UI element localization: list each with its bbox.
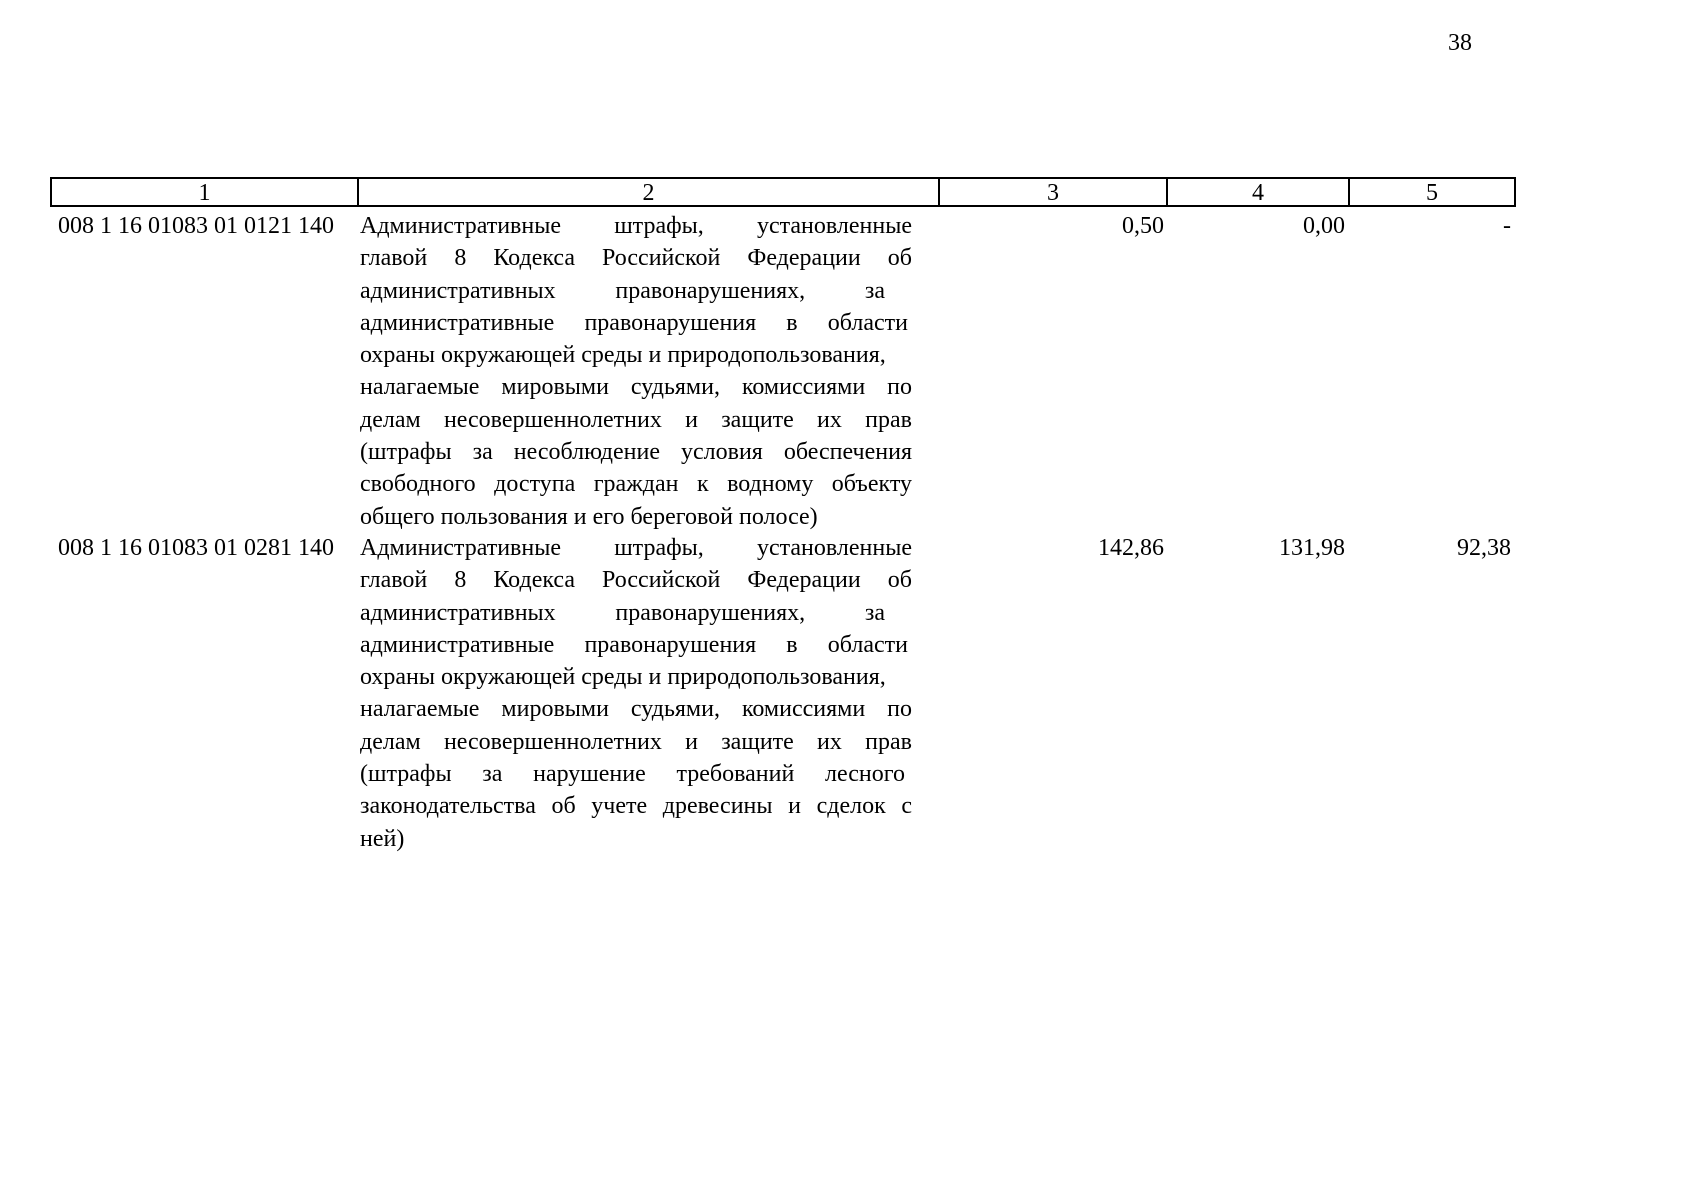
- header-col-5: 5: [1348, 177, 1516, 207]
- description-line: общего пользования и его береговой полосе): [360, 503, 818, 530]
- description-line: (штрафы за несоблюдение условия обеспечения: [360, 439, 912, 466]
- description-line: административных правонарушениях, за: [360, 599, 885, 626]
- row-code: 008 1 16 01083 01 0121 140: [58, 213, 334, 239]
- description-line: делам несовершеннолетних и защите их прав: [360, 728, 912, 755]
- row-col3-value: 0,50: [1122, 213, 1164, 239]
- header-col-4: 4: [1166, 177, 1350, 207]
- description-line: налагаемые мировыми судьями, комиссиями по: [360, 374, 912, 401]
- description-line: административные правонарушения в области: [360, 631, 908, 658]
- description-line: административные правонарушения в области: [360, 309, 908, 336]
- row-col4-value: 131,98: [1279, 535, 1345, 561]
- description-line: законодательства об учете древесины и сделок с: [360, 793, 912, 820]
- description-line: охраны окружающей среды и природопользования,: [360, 664, 886, 691]
- header-col-2: 2: [357, 177, 940, 207]
- description-line: охраны окружающей среды и природопользования,: [360, 342, 886, 369]
- description-line: Административные штрафы, установленные: [360, 213, 912, 239]
- header-col-3: 3: [938, 177, 1168, 207]
- description-line: главой 8 Кодекса Российской Федерации об: [360, 567, 912, 594]
- row-col4-value: 0,00: [1303, 213, 1345, 239]
- row-col5-value: -: [1503, 213, 1511, 239]
- row-description: [360, 532, 912, 855]
- header-col-1: 1: [50, 177, 359, 207]
- description-line: (штрафы за нарушение требований лесного: [360, 761, 905, 788]
- description-line: налагаемые мировыми судьями, комиссиями по: [360, 696, 912, 723]
- row-col5-value: 92,38: [1457, 535, 1511, 561]
- description-line: делам несовершеннолетних и защите их прав: [360, 406, 912, 433]
- description-line: ней): [360, 825, 405, 852]
- page-number: 38: [1448, 30, 1472, 56]
- description-line: свободного доступа граждан к водному объекту: [360, 471, 912, 498]
- description-line: главой 8 Кодекса Российской Федерации об: [360, 245, 912, 272]
- row-code: 008 1 16 01083 01 0281 140: [58, 535, 334, 561]
- row-description: [360, 210, 912, 533]
- description-line: Административные штрафы, установленные: [360, 535, 912, 561]
- row-col3-value: 142,86: [1098, 535, 1164, 561]
- description-line: административных правонарушениях, за: [360, 277, 885, 304]
